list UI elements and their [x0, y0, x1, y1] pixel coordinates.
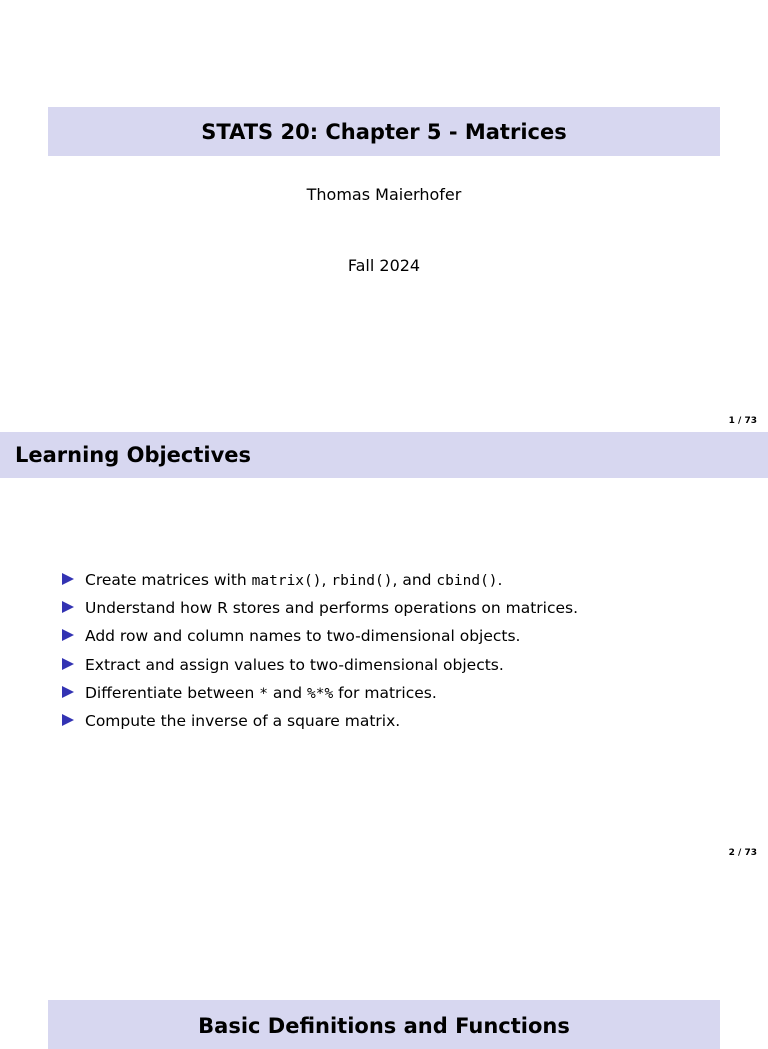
list-item: [62, 594, 578, 622]
objective-text: Extract and assign values to two-dimensional objects.: [85, 655, 504, 674]
triangle-bullet-icon: [62, 629, 74, 641]
triangle-bullet-icon: [62, 714, 74, 726]
frame-title: Learning Objectives: [15, 443, 252, 467]
title-banner: [48, 107, 720, 156]
objective-text: Compute the inverse of a square matrix.: [85, 712, 401, 731]
objective-text: Add row and column names to two-dimensional objects.: [85, 627, 521, 646]
objective-text: Create matrices with matrix(), rbind(), and cbind().: [85, 571, 503, 590]
triangle-bullet-icon: [62, 601, 74, 613]
frame-title-bar: [0, 432, 768, 478]
objectives-list: [62, 566, 578, 735]
author-name: Thomas Maierhofer: [306, 185, 462, 204]
presentation-date: Fall 2024: [347, 256, 421, 275]
objective-text: Differentiate between * and %*% for matrices.: [85, 683, 437, 702]
page-number: 1 / 73: [728, 416, 757, 426]
objective-text: Understand how R stores and performs operations on matrices.: [85, 599, 579, 618]
list-item: [62, 679, 578, 707]
list-item: [62, 707, 578, 735]
triangle-bullet-icon: [62, 686, 74, 698]
section-title: Basic Definitions and Functions: [198, 1014, 570, 1038]
list-item: [62, 566, 578, 594]
list-item: [62, 651, 578, 679]
triangle-bullet-icon: [62, 573, 74, 585]
presentation-title: STATS 20: Chapter 5 - Matrices: [201, 119, 567, 144]
section-title-banner: [48, 1000, 720, 1049]
list-item: [62, 622, 578, 650]
triangle-bullet-icon: [62, 658, 74, 670]
page-number: 2 / 73: [728, 848, 757, 858]
